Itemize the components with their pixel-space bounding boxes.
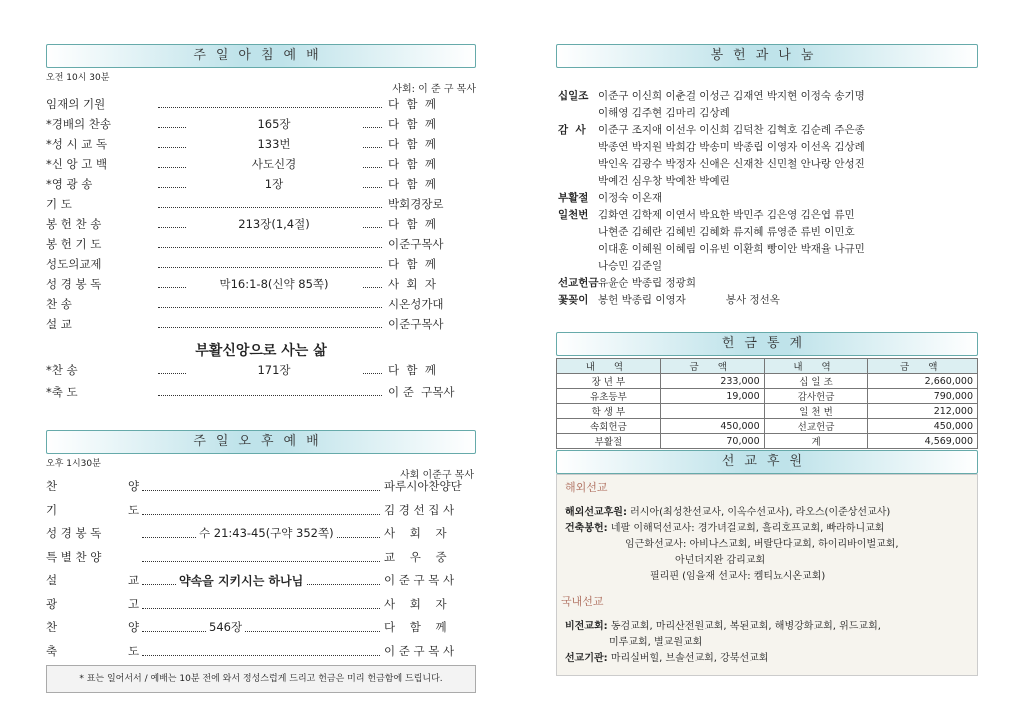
offering-category: 꽃꽂이 bbox=[558, 294, 589, 306]
offering-category: 감 사 bbox=[558, 124, 586, 136]
offering-line bbox=[558, 173, 978, 190]
order-row bbox=[46, 196, 476, 216]
order-label: 특 별 찬 양 bbox=[46, 549, 102, 564]
order-label: *경배의 찬송 bbox=[46, 117, 111, 131]
order-label: 설 교 bbox=[46, 317, 72, 331]
order-row bbox=[46, 156, 476, 176]
dot-leader bbox=[158, 247, 382, 248]
mission-text: 아넌더지완 감리교회 bbox=[675, 555, 766, 566]
finance-row bbox=[557, 419, 978, 434]
finance-row bbox=[557, 389, 978, 404]
order-row bbox=[46, 619, 476, 643]
offering-category: 부활절 bbox=[558, 192, 589, 204]
mission-line bbox=[565, 521, 973, 537]
afternoon-section bbox=[46, 430, 476, 698]
domestic-list bbox=[565, 619, 973, 667]
dot-leader bbox=[142, 514, 380, 515]
finance-header: 내 역 bbox=[764, 359, 868, 374]
offering-category: 일천번 bbox=[558, 209, 589, 221]
offering-names: 이해영 김주현 김마리 김상례 bbox=[598, 107, 730, 119]
afternoon-presider: 사회 이준구 목사 bbox=[400, 470, 474, 481]
finance-header-row bbox=[557, 359, 978, 374]
morning-title: 주일아침예배 bbox=[46, 44, 476, 68]
order-leader: 시온성가대 bbox=[388, 297, 444, 311]
order-leader: 교 우 중 bbox=[384, 549, 447, 564]
order-leader: 다 함 께 bbox=[388, 217, 436, 231]
afternoon-title: 주일오후예배 bbox=[46, 430, 476, 454]
order-row bbox=[46, 256, 476, 276]
finance-cell: 유초등부 bbox=[557, 389, 661, 404]
mission-line bbox=[565, 569, 973, 585]
order-label: 설 bbox=[46, 573, 58, 587]
dot-leader bbox=[158, 267, 382, 268]
dot-leader bbox=[158, 107, 382, 108]
morning-time: 오전 10시 30분 bbox=[46, 73, 110, 83]
order-label: 성 경 봉 독 bbox=[46, 526, 102, 540]
finance-cell: 감사헌금 bbox=[764, 389, 868, 404]
order-leader: 파루시아찬양단 bbox=[384, 479, 462, 493]
offering-names: 이준구 이신희 이춘걸 이성근 김재연 박지현 이정숙 송기명 bbox=[598, 90, 865, 102]
order-label: 봉 헌 기 도 bbox=[46, 237, 102, 251]
order-detail: 사도신경 bbox=[186, 156, 362, 172]
order-row bbox=[46, 116, 476, 136]
order-leader: 이준구목사 bbox=[388, 317, 444, 331]
order-row bbox=[46, 276, 476, 296]
offering-names: 박종연 박지원 박희감 박송미 박종립 이영자 이선옥 김상례 bbox=[598, 141, 865, 153]
order-row bbox=[46, 216, 476, 236]
order-leader: 김 경 선 집 사 bbox=[384, 502, 455, 517]
order-label: 임재의 기원 bbox=[46, 97, 106, 111]
order-label-end: 양 bbox=[128, 620, 140, 634]
finance-title: 헌금통계 bbox=[556, 332, 978, 356]
order-row bbox=[46, 136, 476, 156]
order-row bbox=[46, 362, 476, 384]
offering-section bbox=[556, 44, 978, 314]
order-label: *찬 송 bbox=[46, 363, 78, 377]
order-leader: 이 준 구 목 사 bbox=[384, 643, 455, 658]
order-label: *성 시 교 독 bbox=[46, 137, 108, 151]
dot-leader bbox=[142, 655, 380, 656]
dot-leader bbox=[142, 608, 380, 609]
offering-line bbox=[558, 190, 978, 207]
order-detail: 171장 bbox=[186, 362, 362, 378]
order-label-end: 교 bbox=[128, 573, 140, 587]
dot-leader bbox=[158, 395, 382, 396]
order-leader: 다 함 께 bbox=[388, 137, 436, 151]
finance-cell bbox=[660, 404, 764, 419]
order-row bbox=[46, 549, 476, 573]
mission-box bbox=[556, 474, 978, 676]
order-leader: 이 준 구목사 bbox=[388, 385, 455, 399]
order-leader: 사 회 자 bbox=[384, 596, 447, 611]
sermon-title: 부활신앙으로 사는 삶 bbox=[195, 343, 327, 359]
order-row bbox=[46, 96, 476, 116]
mission-line bbox=[565, 553, 973, 569]
finance-table bbox=[556, 358, 978, 449]
finance-cell: 일 천 번 bbox=[764, 404, 868, 419]
offering-line bbox=[558, 88, 978, 105]
order-detail: 약속을 지키시는 하나님 bbox=[176, 572, 306, 589]
order-leader: 사 회 자 bbox=[388, 277, 436, 291]
mission-section bbox=[556, 450, 978, 676]
order-label: 성도의교제 bbox=[46, 257, 102, 271]
mission-text: 러시아(최성찬선교사, 이옥수선교사), 라오스(이준상선교사) bbox=[626, 507, 891, 518]
dot-leader bbox=[142, 631, 380, 632]
finance-cell: 선교헌금 bbox=[764, 419, 868, 434]
order-row bbox=[46, 236, 476, 256]
finance-row bbox=[557, 434, 978, 449]
order-detail: 165장 bbox=[186, 116, 362, 132]
offering-names: 김화연 김학제 이연서 박요한 박민주 김은영 김은엽 류민 bbox=[598, 209, 855, 221]
order-label: 성 경 봉 독 bbox=[46, 277, 102, 291]
finance-row bbox=[557, 404, 978, 419]
order-detail: 213장(1,4절) bbox=[186, 216, 362, 232]
finance-cell: 450,000 bbox=[660, 419, 764, 434]
order-leader: 박회경장로 bbox=[388, 197, 444, 211]
offering-names: 유윤순 박종립 정광희 bbox=[598, 277, 696, 289]
order-row bbox=[46, 572, 476, 596]
order-row bbox=[46, 525, 476, 549]
dot-leader bbox=[142, 490, 380, 491]
order-label: 기 bbox=[46, 502, 58, 517]
mission-line bbox=[565, 505, 973, 521]
mission-text: 미루교회, 별교원교회 bbox=[609, 637, 703, 648]
afternoon-time: 오후 1시30분 bbox=[46, 459, 101, 469]
finance-cell: 계 bbox=[764, 434, 868, 449]
order-row bbox=[46, 316, 476, 336]
order-label: *영 광 송 bbox=[46, 177, 93, 191]
mission-line bbox=[565, 651, 973, 667]
dot-leader bbox=[158, 327, 382, 328]
order-detail: 수 21:43-45(구약 352쪽) bbox=[196, 525, 337, 541]
dot-leader bbox=[158, 307, 382, 308]
finance-cell: 4,569,000 bbox=[868, 434, 978, 449]
offering-names: 이준구 조지애 이선우 이신희 김덕찬 김혁호 김순례 주은종 bbox=[598, 124, 865, 136]
order-label-end: 양 bbox=[128, 479, 140, 493]
order-label: *신 앙 고 백 bbox=[46, 157, 108, 171]
finance-cell: 450,000 bbox=[868, 419, 978, 434]
order-label: 기 도 bbox=[46, 197, 72, 211]
finance-cell: 212,000 bbox=[868, 404, 978, 419]
finance-cell: 속회헌금 bbox=[557, 419, 661, 434]
offering-names: 나승민 김준일 bbox=[598, 260, 663, 272]
offering-names: 박인옥 김광수 박정자 신애은 신재찬 신민철 안나랑 안성진 bbox=[598, 158, 865, 170]
finance-header: 금 액 bbox=[660, 359, 764, 374]
offering-names: 박예건 심우창 박예찬 박예린 bbox=[598, 175, 730, 187]
finance-cell: 2,660,000 bbox=[868, 374, 978, 389]
overseas-list bbox=[565, 505, 973, 585]
domestic-heading: 국내선교 bbox=[561, 595, 604, 608]
offering-line bbox=[558, 241, 978, 258]
offering-line bbox=[558, 292, 978, 309]
mission-line bbox=[565, 619, 973, 635]
afternoon-order-list bbox=[46, 478, 476, 668]
order-row bbox=[46, 502, 476, 526]
mission-text: 네팔 이해덕선교사: 경가녀걸교회, 흘리호프교회, 빠라하니교회 bbox=[607, 523, 885, 534]
mission-text: 임근화선교사: 아비나스교회, 버랄단다교회, 하이리바이벌교회, bbox=[625, 539, 899, 550]
finance-cell: 부활절 bbox=[557, 434, 661, 449]
order-label: 봉 헌 찬 송 bbox=[46, 217, 102, 231]
order-leader: 다 함 께 bbox=[388, 117, 436, 131]
offering-line bbox=[558, 258, 978, 275]
overseas-heading: 해외선교 bbox=[565, 481, 608, 494]
order-leader: 다 함 께 bbox=[388, 257, 436, 271]
order-label: 축 bbox=[46, 643, 58, 658]
notice-box bbox=[46, 665, 476, 693]
offering-names: 이정숙 이온재 bbox=[598, 192, 663, 204]
order-leader: 다 함 께 bbox=[388, 157, 436, 171]
offering-line bbox=[558, 207, 978, 224]
order-leader: 이준구목사 bbox=[388, 237, 444, 251]
offering-category: 선교헌금 bbox=[558, 277, 599, 289]
offering-line bbox=[558, 156, 978, 173]
mission-text: 동검교회, 마리산전원교회, 복된교회, 해병강화교회, 위드교회, bbox=[607, 621, 881, 632]
offering-title: 봉헌과나눔 bbox=[556, 44, 978, 68]
mission-text: 필리핀 (임을재 선교사: 켐티뇨시온교회) bbox=[650, 571, 826, 582]
order-row bbox=[46, 596, 476, 620]
offering-names: 나현준 김혜란 김혜빈 김혜화 류지혜 류영준 류빈 이민호 bbox=[598, 226, 855, 238]
order-detail: 1장 bbox=[186, 176, 362, 192]
mission-category: 해외선교후원: bbox=[565, 507, 627, 518]
finance-cell: 학 생 부 bbox=[557, 404, 661, 419]
offering-names: 봉헌 박종립 이영자 봉사 정선옥 bbox=[598, 294, 780, 306]
mission-text: 마리실버힐, 브솔선교회, 강북선교회 bbox=[607, 653, 769, 664]
order-detail: 133번 bbox=[186, 136, 362, 152]
mission-title: 선교후원 bbox=[556, 450, 978, 474]
notice-text: * 표는 일어서서 / 예배는 10분 전에 와서 정성스럽게 드리고 헌금은 미리 헌금함에 드립니다. bbox=[79, 674, 443, 684]
order-detail: 막16:1-8(신약 85쪽) bbox=[186, 276, 362, 292]
mission-category: 비전교회: bbox=[565, 621, 608, 632]
order-row bbox=[46, 478, 476, 502]
offering-line bbox=[558, 275, 978, 292]
finance-section bbox=[556, 332, 978, 448]
order-label: *축 도 bbox=[46, 385, 78, 399]
finance-cell: 장 년 부 bbox=[557, 374, 661, 389]
order-row bbox=[46, 296, 476, 316]
offering-category: 십일조 bbox=[558, 90, 589, 102]
finance-cell: 233,000 bbox=[660, 374, 764, 389]
order-leader: 사 회 자 bbox=[384, 526, 447, 540]
order-label-end: 고 bbox=[128, 596, 140, 611]
mission-line bbox=[565, 635, 973, 651]
finance-header: 내 역 bbox=[557, 359, 661, 374]
offering-list bbox=[558, 88, 978, 309]
dot-leader bbox=[158, 207, 382, 208]
order-leader: 다 함 께 bbox=[384, 620, 447, 634]
offering-names: 이대훈 이혜원 이혜림 이유빈 이환희 빵이안 박재율 나규민 bbox=[598, 243, 865, 255]
order-label: 찬 bbox=[46, 620, 58, 634]
order-label-end: 도 bbox=[128, 502, 140, 517]
order-leader: 다 함 께 bbox=[388, 363, 436, 377]
order-leader: 이 준 구 목 사 bbox=[384, 573, 455, 587]
order-row bbox=[46, 176, 476, 196]
finance-cell: 19,000 bbox=[660, 389, 764, 404]
morning-order-list bbox=[46, 96, 476, 346]
mission-category: 건축봉헌: bbox=[565, 523, 608, 534]
order-leader: 다 함 께 bbox=[388, 97, 436, 111]
dot-leader bbox=[142, 561, 380, 562]
order-label-end: 도 bbox=[128, 643, 140, 658]
order-detail: 546장 bbox=[206, 619, 245, 635]
offering-line bbox=[558, 224, 978, 241]
offering-line bbox=[558, 105, 978, 122]
finance-header: 금 액 bbox=[868, 359, 978, 374]
mission-line bbox=[565, 537, 973, 553]
morning-closing-list bbox=[46, 362, 476, 412]
morning-section bbox=[46, 44, 476, 412]
order-row bbox=[46, 384, 476, 406]
finance-cell: 십 일 조 bbox=[764, 374, 868, 389]
order-label: 찬 bbox=[46, 479, 58, 493]
order-row bbox=[46, 643, 476, 667]
order-label: 광 bbox=[46, 596, 58, 611]
offering-line bbox=[558, 139, 978, 156]
order-label: 찬 송 bbox=[46, 297, 72, 311]
mission-category: 선교기관: bbox=[565, 653, 608, 664]
offering-line bbox=[558, 122, 978, 139]
finance-cell: 70,000 bbox=[660, 434, 764, 449]
order-leader: 다 함 께 bbox=[388, 177, 436, 191]
finance-cell: 790,000 bbox=[868, 389, 978, 404]
morning-presider: 사회: 이 준 구 목사 bbox=[392, 84, 476, 95]
finance-row bbox=[557, 374, 978, 389]
